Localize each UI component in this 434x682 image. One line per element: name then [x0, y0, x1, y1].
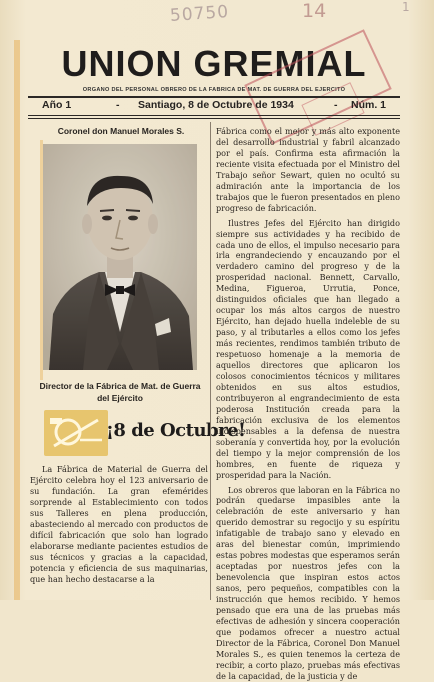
portrait-photo: [43, 144, 197, 370]
article-paragraph: Los obreros que laboran en la Fábrica no podrán quedarse impasibles ante la celebración de este aniversario y han querido demostrar su regocijo y su espíritu infatigable de trabajo sano y elevado en aras del bienestar común, imprimiendo estas pobres modestas que esperamos serán aceptadas por nuestros jefes con la benevolencia que inspiran estos actos sanos, pero pequeños, compatibles con la instrucción que hemos recibido. Y hemos pensado que era una de las pruebas más efectivas de adhesión y sincera cooperación que podamos ofrecer a nuestro actual Director de la Fábrica, Coronel Don Manuel Morales S., es quien tenemos la certeza de recibir, a corto plazo, pruebas más efectivas de la capacidad, de la justicia y de: [216, 484, 400, 681]
article-left-column: [30, 464, 208, 584]
column-divider: [210, 122, 211, 600]
archive-number-handwritten: 50750: [169, 1, 230, 27]
masthead-subtitle: ORGANO DEL PERSONAL OBRERO DE LA FABRICA DE MAT. DE GUERRA DEL EJERCITO: [82, 87, 346, 93]
photo-caption-bottom: Director de la Fábrica de Mat. de Guerra del Ejército: [39, 381, 201, 403]
dateline-bottom-rule-2: [28, 118, 400, 119]
issue-number: Núm. 1: [351, 99, 387, 111]
emblem-drawing: [44, 410, 108, 456]
page-number-handwritten: 14: [302, 0, 327, 22]
dateline-dash-2: -: [334, 99, 338, 111]
portrait-illustration: [43, 144, 197, 370]
left-edge-strip: [14, 40, 20, 600]
anniversary-banner: [44, 408, 246, 460]
year-label: Año 1: [42, 99, 72, 111]
article-paragraph: Fábrica como el mejor y más alto exponente del desarrollo industrial y fabril alcanzado por el país. Confirma esta afirmación la reciente visita efectuada por el Ministro del Trabajo señor Sewart, quien no ocultó su admiración ante la importancia de los trabajos que le fueron presentados en pleno progreso de fabricación.: [216, 126, 400, 213]
article-paragraph: La Fábrica de Material de Guerra del Ejército celebra hoy el 123 aniversario de su fundación. La gran efemérides sorprende al Establecimiento con todos sus Talleres en plena producción, abasteciendo al mercado con productos de difícil fabricación que solo han logrado elaborarse mediante pacientes estudios de sus técnicos y gracias a la capacidad, potencia y eficiencia de sus maquinarias, que han hecho destacarse a la: [30, 464, 208, 584]
masthead-title: UNION GREMIAL: [61, 43, 367, 84]
issue-date: Santiago, 8 de Octubre de 1934: [138, 99, 294, 111]
photo-caption-top: Coronel don Manuel Morales S.: [57, 126, 185, 136]
dateline-dash: -: [116, 99, 120, 111]
emblem-icon: [44, 410, 108, 456]
corner-mark-handwritten: 1: [402, 0, 410, 14]
dateline: [28, 98, 400, 114]
article-paragraph: Ilustres Jefes del Ejército han dirigido siempre sus actividades y ha recibido de cada uno de ellos, el impulso necesario para irla engrandeciendo y encauzando por el verdadero camino del progreso y de la prosperidad nacional. Bennett, Carvallo, Medina, Figueroa, Urrutia, Ponce, distinguidos oficiales que han llegado a ocupar los más altos cargos de nuestro Ejército, han dejado huella indeleble de su paso, y al tributarles a ellos como los jefes más recientes, rendimos también tributo de respetuoso homenaje a la memoria de aquellos directores que aplicaron los colosos conocimientos técnicos y militares obtenidos en sus altos estudios, contribuyeron al engrandecimiento de esta poderosa Institución creada para la fabricación exclusiva de los elementos indispensables a la defensa de nuestra soberanía y convertida hoy, por la evolución del tiempo y la mejor comprensión de los hombres, en fuente de riqueza y prosperidad para la Nación.: [216, 217, 400, 480]
dateline-bottom-rule: [28, 115, 400, 116]
article-right-column: [216, 126, 400, 682]
banner-title: ¡8 de Octubre!: [106, 420, 246, 441]
